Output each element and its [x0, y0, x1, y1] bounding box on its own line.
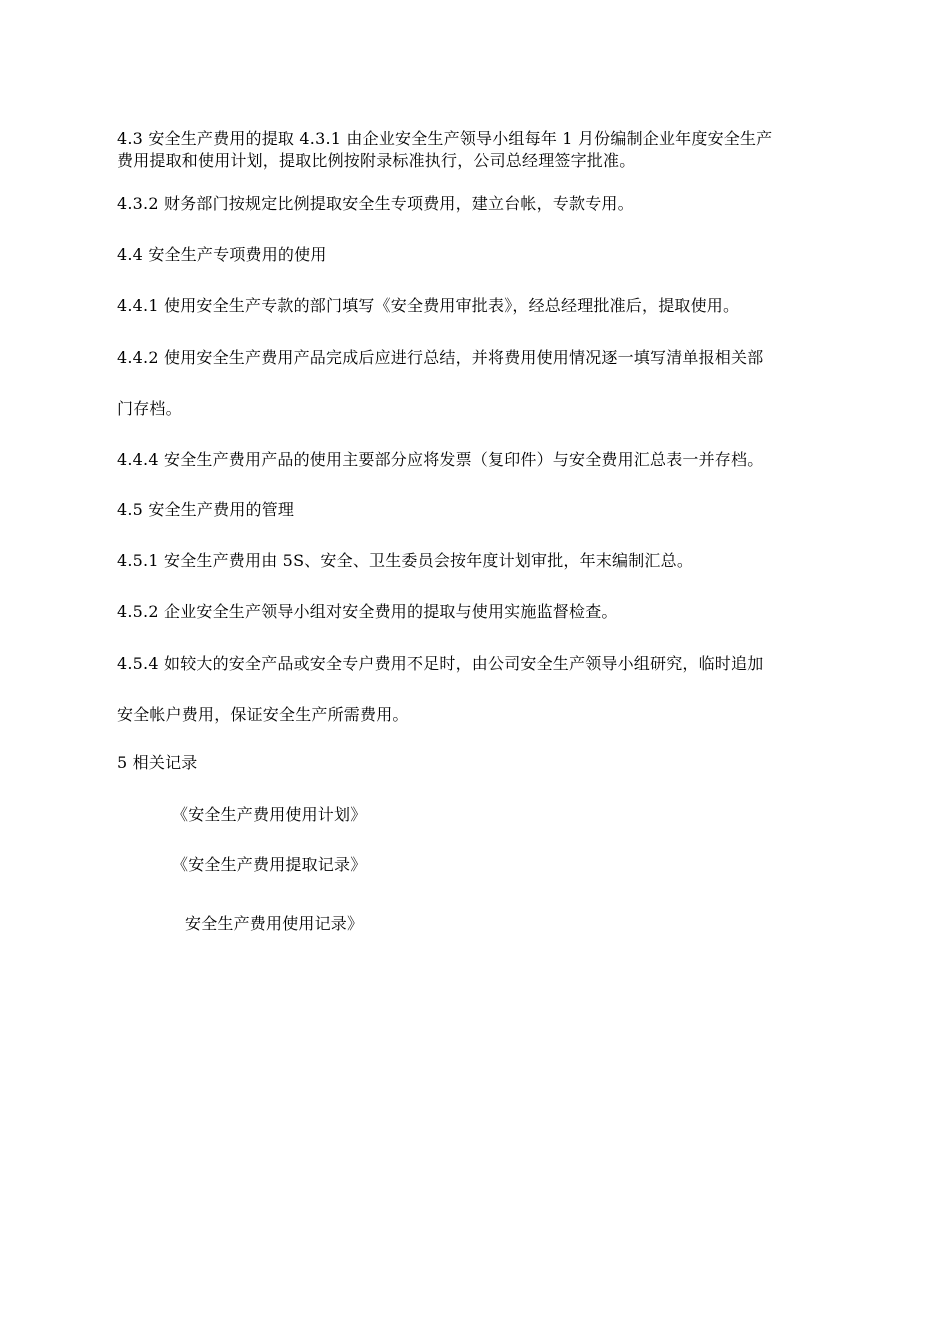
record-item-extraction: 《安全生产费用提取记录》	[172, 855, 367, 874]
heading-4-5: 4.5 安全生产费用的管理	[117, 500, 295, 519]
paragraph-4-3-2: 4.3.2 财务部门按规定比例提取安全生专项费用，建立台帐，专款专用。	[117, 194, 634, 213]
heading-4-4: 4.4 安全生产专项费用的使用	[117, 245, 327, 264]
record-item-plan: 《安全生产费用使用计划》	[172, 805, 367, 824]
record-item-usage: 安全生产费用使用记录》	[185, 914, 364, 933]
heading-5-related-records: 5 相关记录	[117, 753, 198, 772]
paragraph-4-3-line-2: 费用提取和使用计划，提取比例按附录标准执行，公司总经理签字批准。	[117, 151, 636, 170]
paragraph-4-5-4-line-2: 安全帐户费用，保证安全生产所需费用。	[117, 705, 409, 724]
paragraph-4-5-4-line-1: 4.5.4 如较大的安全产品或安全专户费用不足时，由公司安全生产领导小组研究，临时追加	[117, 654, 764, 673]
paragraph-4-3-line-1: 4.3 安全生产费用的提取 4.3.1 由企业安全生产领导小组每年 1 月份编制企业年度安全生产	[117, 129, 773, 148]
paragraph-4-5-2: 4.5.2 企业安全生产领导小组对安全费用的提取与使用实施监督检查。	[117, 602, 618, 621]
paragraph-4-4-2-line-2: 门存档。	[117, 399, 182, 418]
paragraph-4-5-1: 4.5.1 安全生产费用由 5S、安全、卫生委员会按年度计划审批，年末编制汇总。	[117, 551, 694, 570]
paragraph-4-4-4: 4.4.4 安全生产费用产品的使用主要部分应将发票（复印件）与安全费用汇总表一并存档。	[117, 450, 764, 469]
paragraph-4-4-2-line-1: 4.4.2 使用安全生产费用产品完成后应进行总结，并将费用使用情况逐一填写清单报相关部	[117, 348, 764, 367]
paragraph-4-4-1: 4.4.1 使用安全生产专款的部门填写《安全费用审批表》，经总经理批准后，提取使用。	[117, 296, 740, 315]
